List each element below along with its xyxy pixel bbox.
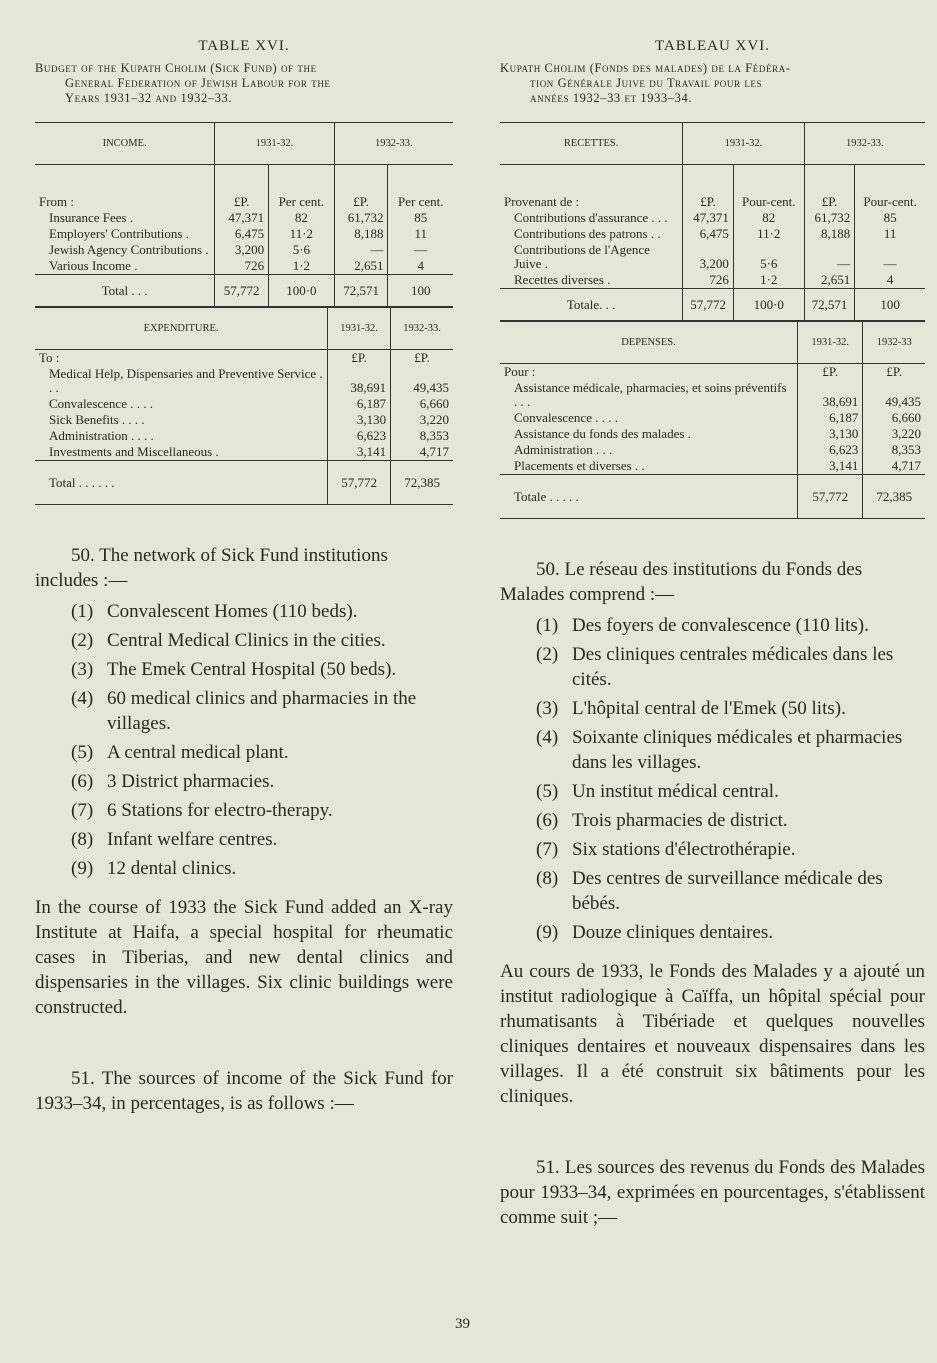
table-row [500,210,925,226]
item-number: (6) [71,771,94,792]
item-number: (8) [536,868,559,889]
units-row [35,165,453,211]
item-number: (5) [71,742,94,763]
cell-v1: 726 [215,258,269,275]
row-label: Placements et diverses . . [514,458,645,473]
row-label: Employers' Contributions . [49,226,189,241]
table-row [500,458,925,475]
units-row [500,364,925,381]
unit-label: Pour-cent. [855,165,925,211]
total-v1: 57,772 [328,461,391,505]
total-v2: 72,385 [863,475,925,519]
year-header: 1931-32. [798,322,863,364]
item-number: (3) [536,698,559,719]
subtitle-line: Budget of the Kupath Cholim (Sick Fund) of the [35,61,317,75]
total-v2: 72,385 [391,461,453,505]
list-item [536,808,925,833]
cell-p2: 85 [855,210,925,226]
expenditure-header: DEPENSES. [500,322,798,364]
cell-p2: — [855,242,925,272]
total-label: Total . . . [35,275,215,307]
cell-p1: 1·2 [269,258,335,275]
year-header: 1931-32. [215,123,334,165]
total-row [35,275,453,307]
cell-v2: 8,353 [863,442,925,458]
cell-v1: 6,187 [798,410,863,426]
income-table [500,122,925,321]
unit-label: £P. [804,165,855,211]
unit-label: £P. [328,350,391,367]
year-header: 1931-32. [683,123,804,165]
row-label: Recettes diverses . [514,272,611,287]
total-row [500,475,925,519]
list-item [71,599,453,624]
from-label: From : [39,194,75,209]
page-number: 39 [455,1316,470,1332]
cell-v1: 3,200 [215,242,269,258]
cell-v2: 6,660 [391,396,453,412]
row-label: Various Income . [49,258,138,273]
item-number: (2) [536,644,559,665]
list-item [536,779,925,804]
table-subtitle [500,61,925,106]
list-item [536,837,925,862]
row-label: Convalescence . . . . [49,396,153,411]
item-text: Des centres de surveillance médicale des bébés. [572,868,883,914]
from-label: Provenant de : [504,194,580,209]
units-row [35,350,453,367]
total-label: Totale . . . . . [500,475,798,519]
year-header: 1932-33. [391,308,453,350]
cell-v2: 49,435 [391,366,453,396]
item-text: Central Medical Clinics in the cities. [107,630,386,651]
english-column [35,0,453,1116]
unit-label: £P. [683,165,734,211]
cell-v2: 4,717 [391,444,453,461]
list-item [536,920,925,945]
cell-v2: 2,651 [334,258,388,275]
cell-p2: 4 [388,258,453,275]
table-row [35,396,453,412]
cell-v1: 3,130 [328,412,391,428]
cell-v2: 4,717 [863,458,925,475]
row-label: Investments and Miscellaneous . [49,444,219,459]
table-row [35,412,453,428]
total-v1: 57,772 [683,289,734,321]
list-item [71,686,453,736]
item-text: Six stations d'électrothérapie. [572,839,796,860]
cell-v2: — [334,242,388,258]
cell-v2: 49,435 [863,380,925,410]
item-text: Douze cliniques dentaires. [572,922,774,943]
item-text: Un institut médical central. [572,781,779,802]
cell-p2: 11 [388,226,453,242]
row-label: Contributions d'assurance . . . [514,210,668,225]
cell-v2: 8,188 [334,226,388,242]
table-row [35,210,453,226]
subtitle-line: années 1932–33 et 1933–34. [530,91,693,105]
cell-v1: 6,475 [215,226,269,242]
cell-v1: 47,371 [215,210,269,226]
paragraph-course: Au cours de 1933, le Fonds des Malades y a ajouté un institut radiologique à Caïffa, un hôpital spécial pour rhumatisants à Tibériade et quelques nouvelles cliniques dentaires et nouveaux dispensaires dans les villages. Il a été construit six bâtiments pour les cliniques. [500,961,925,1107]
institutions-list [500,613,925,945]
cell-v1: 726 [683,272,734,289]
paragraph-50: 50. The network of Sick Fund institutions includes :— [35,545,388,591]
item-number: (6) [536,810,559,831]
unit-label: £P. [334,165,388,211]
income-header: INCOME. [35,123,215,165]
cell-p2: — [388,242,453,258]
cell-v2: 2,651 [804,272,855,289]
table-row [500,242,925,272]
item-number: (5) [536,781,559,802]
item-number: (4) [536,727,559,748]
item-number: (7) [536,839,559,860]
row-label: Contributions de l'Agence Juive . [514,242,650,271]
item-text: Trois pharmacies de district. [572,810,788,831]
year-header: 1932-33. [334,123,453,165]
table-row [500,410,925,426]
table-title: TABLEAU XVI. [655,38,770,54]
list-item [71,856,453,881]
total-row [35,461,453,505]
item-text: Infant welfare centres. [107,829,278,850]
list-item [536,725,925,775]
cell-v2: 61,732 [334,210,388,226]
paragraph-50: 50. Le réseau des institutions du Fonds des Malades comprend :— [500,559,863,605]
total-p1: 100·0 [733,289,804,321]
item-text: Des foyers de convalescence (110 lits). [572,615,869,636]
unit-label: Pour-cent. [733,165,804,211]
cell-v1: 38,691 [798,380,863,410]
row-label: Medical Help, Dispensaries and Preventive Service . . . [49,366,323,395]
paragraph-51: 51. The sources of income of the Sick Fund for 1933–34, in percentages, is as follows :— [35,1068,453,1114]
total-v2: 72,571 [804,289,855,321]
cell-p1: 11·2 [269,226,335,242]
list-item [536,696,925,721]
cell-v1: 38,691 [328,366,391,396]
cell-p2: 11 [855,226,925,242]
item-text: The Emek Central Hospital (50 beds). [107,659,397,680]
total-v1: 57,772 [798,475,863,519]
unit-label: £P. [215,165,269,211]
table-row [35,258,453,275]
header-row [35,308,453,350]
income-header: RECETTES. [500,123,683,165]
cell-p2: 4 [855,272,925,289]
cell-v2: 61,732 [804,210,855,226]
cell-v2: 3,220 [391,412,453,428]
table-subtitle [35,61,453,106]
total-label: Total . . . . . . [35,461,328,505]
row-label: Sick Benefits . . . . [49,412,145,427]
cell-v1: 3,130 [798,426,863,442]
year-header: 1932-33 [863,322,925,364]
table-row [35,366,453,396]
table-row [35,226,453,242]
subtitle-line: General Federation of Jewish Labour for the [65,76,331,90]
expenditure-table [500,321,925,519]
expenditure-table [35,307,453,505]
unit-label: £P. [798,364,863,381]
subtitle-line: Kupath Cholim (Fonds des malades) de la Fédéra- [500,61,791,75]
list-item [536,642,925,692]
item-number: (2) [71,630,94,651]
cell-v2: 8,188 [804,226,855,242]
item-text: Convalescent Homes (110 beds). [107,601,358,622]
cell-v2: 3,220 [863,426,925,442]
income-table [35,122,453,307]
french-column [500,0,925,1230]
item-text: 6 Stations for electro-therapy. [107,800,333,821]
expenditure-header: EXPENDITURE. [35,308,328,350]
item-text: A central medical plant. [107,742,289,763]
header-row [500,322,925,364]
table-row [35,444,453,461]
to-label: Pour : [504,364,536,379]
total-row [500,289,925,321]
unit-label: Per cent. [269,165,335,211]
cell-v1: 6,623 [798,442,863,458]
cell-p1: 5·6 [733,242,804,272]
row-label: Administration . . . . [49,428,154,443]
table-title: TABLE XVI. [198,38,290,54]
list-item [71,827,453,852]
header-row [35,123,453,165]
cell-v2: — [804,242,855,272]
total-p2: 100 [388,275,453,307]
table-row [500,380,925,410]
cell-v1: 47,371 [683,210,734,226]
item-number: (8) [71,829,94,850]
item-number: (9) [536,922,559,943]
cell-p1: 1·2 [733,272,804,289]
cell-p2: 85 [388,210,453,226]
row-label: Jewish Agency Contributions . [49,242,209,257]
total-p1: 100·0 [269,275,335,307]
row-label: Assistance du fonds des malades . [514,426,691,441]
list-item [71,628,453,653]
to-label: To : [39,350,60,365]
item-text: L'hôpital central de l'Emek (50 lits). [572,698,846,719]
subtitle-line: tion Générale Juive du Travail pour les [530,76,763,90]
total-p2: 100 [855,289,925,321]
item-text: 60 medical clinics and pharmacies in the villages. [107,688,417,734]
unit-label: Per cent. [388,165,453,211]
item-number: (1) [71,601,94,622]
cell-v2: 8,353 [391,428,453,444]
cell-v1: 6,187 [328,396,391,412]
total-v2: 72,571 [334,275,388,307]
table-row [500,226,925,242]
cell-v1: 3,141 [328,444,391,461]
total-label: Totale. . . [500,289,683,321]
cell-p1: 82 [733,210,804,226]
table-row [35,242,453,258]
list-item [536,866,925,916]
row-label: Assistance médicale, pharmacies, et soins préventifs . . . [514,380,787,409]
table-row [35,428,453,444]
year-header: 1932-33. [804,123,925,165]
row-label: Administration . . . [514,442,613,457]
item-number: (1) [536,615,559,636]
list-item [71,798,453,823]
row-label: Convalescence . . . . [514,410,618,425]
item-text: 3 District pharmacies. [107,771,275,792]
cell-v1: 6,475 [683,226,734,242]
row-label: Insurance Fees . [49,210,134,225]
year-header: 1931-32. [328,308,391,350]
header-row [500,123,925,165]
subtitle-line: Years 1931–32 and 1932–33. [65,91,233,105]
cell-v1: 6,623 [328,428,391,444]
list-item [71,769,453,794]
item-number: (4) [71,688,94,709]
paragraph-course: In the course of 1933 the Sick Fund added an X-ray Institute at Haifa, a special hospital for rheumatic cases in Tiberias, and new dental clinics and dispensaries in the villages. Six clinic buildings were constructed. [35,897,453,1018]
item-number: (9) [71,858,94,879]
item-text: Des cliniques centrales médicales dans les cités. [572,644,894,690]
unit-label: £P. [391,350,453,367]
item-number: (7) [71,800,94,821]
unit-label: £P. [863,364,925,381]
cell-p1: 5·6 [269,242,335,258]
list-item [536,613,925,638]
cell-v2: 6,660 [863,410,925,426]
item-text: Soixante cliniques médicales et pharmacies dans les villages. [572,727,903,773]
cell-p1: 82 [269,210,335,226]
cell-v1: 3,141 [798,458,863,475]
item-number: (3) [71,659,94,680]
paragraph-51: 51. Les sources des revenus du Fonds des Malades pour 1933–34, exprimées en pourcentages, s'établissent comme suit ;— [500,1157,925,1228]
table-row [500,442,925,458]
units-row [500,165,925,211]
institutions-list [35,599,453,881]
list-item [71,657,453,682]
list-item [71,740,453,765]
row-label: Contributions des patrons . . [514,226,661,241]
cell-v1: 3,200 [683,242,734,272]
item-text: 12 dental clinics. [107,858,237,879]
table-row [500,272,925,289]
total-v1: 57,772 [215,275,269,307]
cell-p1: 11·2 [733,226,804,242]
table-row [500,426,925,442]
